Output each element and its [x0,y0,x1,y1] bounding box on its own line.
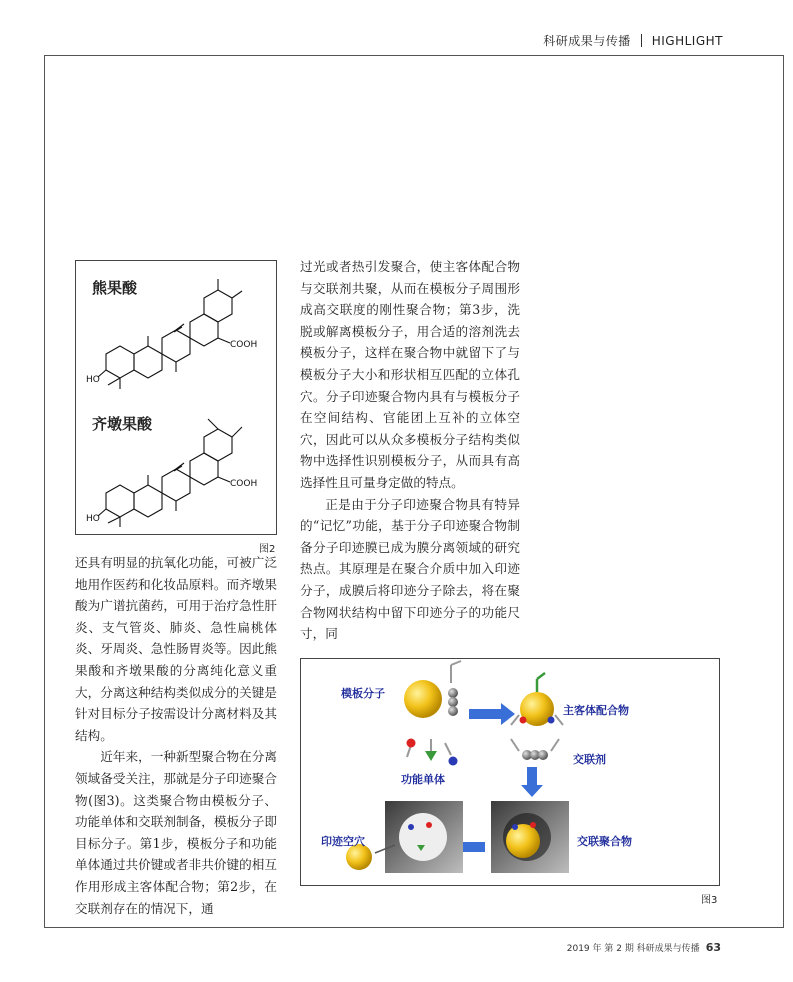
page-footer [567,941,721,954]
cooh-label-1: COOH [230,340,258,350]
arrow-right-icon [469,703,515,725]
monomer-bond [445,743,451,755]
ho-label-2: HO [86,514,100,524]
label-template: 模板分子 [341,687,385,700]
monomer-blue-icon [449,757,458,766]
label-polymer: 交联聚合物 [577,835,632,848]
template-bond [451,661,461,665]
complex-bond [537,673,545,679]
label-crosslinker: 交联剂 [573,753,606,766]
ho-label-1: HO [86,375,100,385]
label-monomer: 功能单体 [401,773,445,786]
polymer-atom [512,824,518,830]
imprint-atom [426,822,432,828]
right-paragraph-2: 正是由于分子印迹聚合物具有特异的“记忆”功能，基于分子印迹聚合物制备分子印迹膜已成为膜分离领域的研究热点。其原理是在聚合介质中加入印迹分子，成膜后将印迹分子除去，将在聚合物网状结构中留下印迹分子的功能尺寸，同 [300,496,520,642]
crosslinker-bond [551,739,559,751]
complex-atom [548,717,555,724]
left-paragraph-1: 还具有明显的抗氧化功能，可被广泛地用作医药和化妆品原料。而齐墩果酸为广谱抗菌药，可用于治疗急性肝炎、支气管炎、肺炎、急性扁桃体炎、牙周炎、急性肠胃炎等。因此熊果酸和齐墩果酸的分离纯化意义重大，分离这种结构类似成分的关键是针对目标分子按需设计分离材料及其结构。 [75,555,277,743]
figure-2-caption: 图2 [259,544,276,555]
template-atom [448,697,458,707]
template-atom [448,706,458,716]
complex-bond [511,715,519,725]
complex-bond [555,715,563,725]
figure-3-caption: 图3 [701,895,718,906]
section-title-en: HIGHLIGHT [651,34,723,48]
right-column [300,256,520,645]
page-number: 63 [705,941,721,954]
oleanolic-acid-structure [98,419,242,527]
left-paragraph-2: 近年来，一种新型聚合物在分离领域备受关注，那就是分子印迹聚合物(图3)。这类聚合物由模板分子、功能单体和交联剂制备，模板分子即目标分子。第1步，模板分子和功能单体通过共价键或者非共价键的相互作用形成主客体配合物；第2步，在交联剂存在的情况下，通 [75,749,277,916]
compound-label-oleanolic: 齐墩果酸 [92,415,153,433]
monomer-red-icon [407,739,416,748]
figure-3 [300,658,720,886]
issue-info: 2019 年 第 2 期 科研成果与传播 [566,944,700,954]
polymer-atom [530,822,536,828]
compound-label-ursolic: 熊果酸 [92,279,138,297]
crosslinker-bond [511,739,519,751]
polymer-template-sphere [506,824,540,858]
arrow-down-icon [521,767,543,797]
header-divider [641,34,642,47]
monomer-green-icon [425,751,437,761]
template-atom [448,688,458,698]
crosslinker-atom [538,750,548,760]
cooh-label-2: COOH [230,479,258,489]
label-complex: 主客体配合物 [563,704,629,717]
figure-2 [75,260,277,535]
right-paragraph-1: 过光或者热引发聚合，使主客体配合物与交联剂共聚，从而在模板分子周围形成高交联度的刚性聚合物；第3步，洗脱或解离模板分子，用合适的溶剂洗去模板分子，这样在聚合物中就留下了与模板分子大小和形状相互匹配的立体孔穴。分子印迹聚合物内具有与模板分子在空间结构、官能团上互补的立体空穴，因此可以从众多模板分子结构类似物中选择性识别模板分子，从而具有高选择性且可量身定做的特点。 [300,259,520,490]
structure-diagram [76,261,276,534]
section-title: 科研成果与传播 [543,34,631,48]
label-cavity: 印迹空穴 [321,835,365,848]
template-sphere [404,680,442,718]
left-column [75,552,277,919]
imprinting-diagram [301,659,719,885]
imprint-atom [408,824,414,830]
imprint-cavity [399,813,447,861]
complex-atom [520,717,527,724]
section-header [543,32,723,49]
